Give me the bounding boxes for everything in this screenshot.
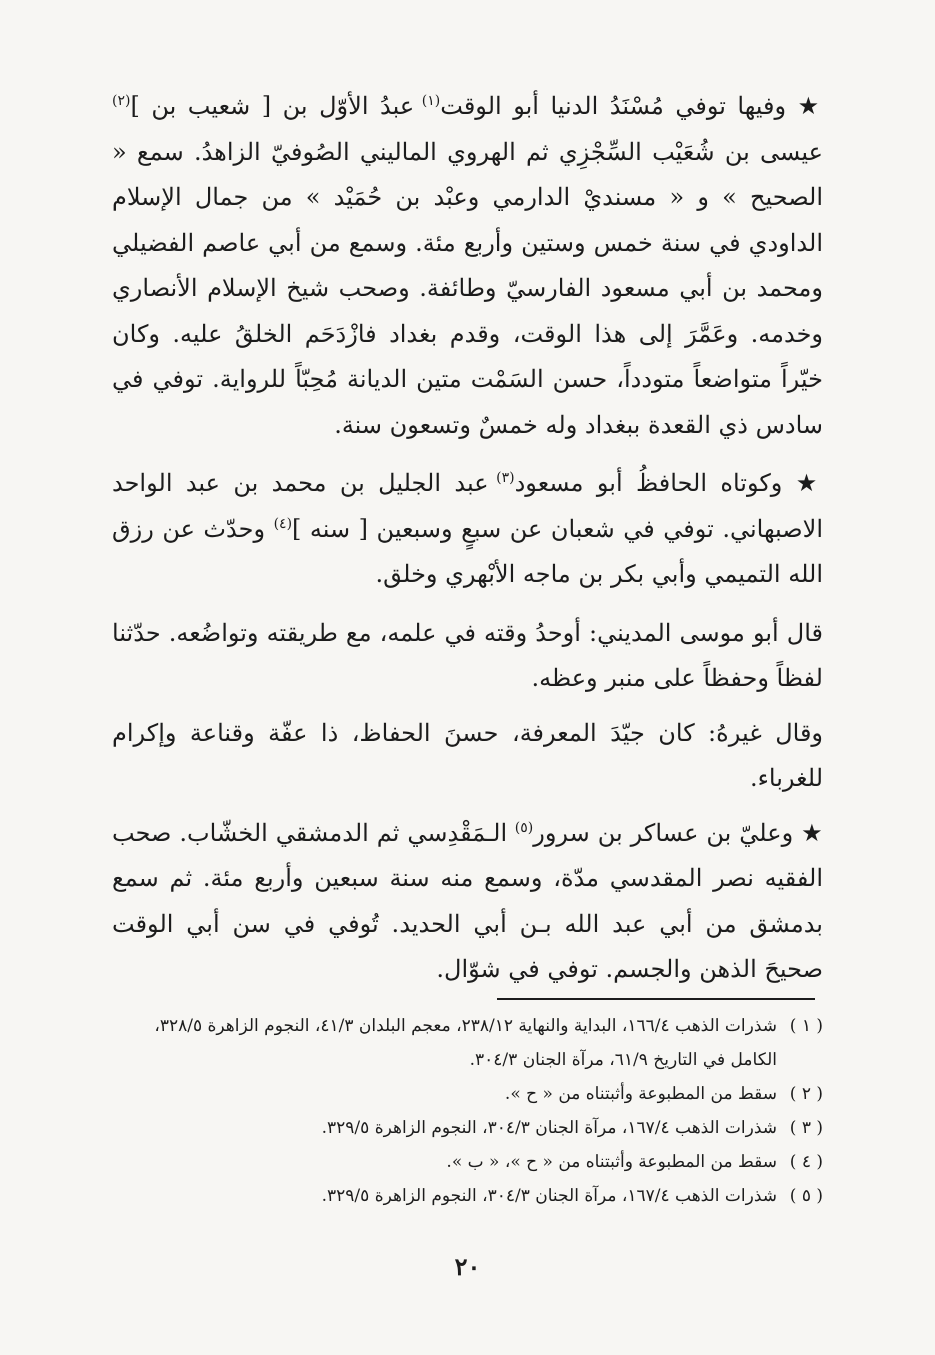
footnote-1 [112, 1009, 823, 1077]
footnote-ref-5: (٥) [514, 819, 534, 836]
footnote-number: ( ٥ ) [789, 1186, 823, 1206]
paragraph-abu-al-waqt [112, 84, 823, 448]
footnote-number: ( ٢ ) [789, 1084, 823, 1104]
footnote-ref-2: (٢) [112, 93, 131, 109]
footnote-ref-1: (١) [421, 93, 441, 109]
paragraph-qala-ghayruh [112, 711, 823, 802]
text-run: ★ وفيها توفي مُسْنَدُ الدنيا أبو الوقت [440, 92, 823, 120]
main-text [112, 84, 823, 1006]
text-run: عيسى بن شُعَيْب السِّجْزِي ثم الهروي الماليني الصُوفيّ الزاهدُ. سمع « الصحيح » و « مسنديْ الدارمي وعبْد بن حُمَيْد » من جمال الإسلام الداودي في سنة خمس وستين وأربع مئة. وسمع من أبي عاصم الفضيلي ومحمد بن أبي مسعود الفارسيّ وطائفة. وصحب شيخ الإسلام الأنصاري وخدمه. وعَمَّرَ إلى هذا الوقت، وقدم بغداد فازْدَحَم الخلقُ عليه. وكان خيّراً متواضعاً متودداً، حسن السَمْت متين الديانة مُحِبّاً للرواية. توفي في سادس ذي القعدة ببغداد وله خمسٌ وتسعون سنة. [112, 137, 823, 439]
footnote-ref-4: (٤) [273, 515, 293, 532]
text-run: ★ وكوتاه الحافظُ أبو مسعود [514, 469, 823, 497]
paragraph-ali-ibn-asakir [112, 811, 823, 993]
text-run: ★ وعليّ بن عساكر بن سرور [533, 818, 823, 847]
text-run: وقال غيرهُ: كان جيّدَ المعرفة، حسنَ الحفاظ، ذا عفّة وقناعة وإكرام للغرباء. [112, 718, 823, 792]
text-run: الـمَقْدِسي ثم الدمشقي الخشّاب. صحب الفقيه نصر المقدسي مدّة، وسمع منه سنة سبعين وأربع مئة. ثم سمع بدمشق من أبي عبد الله بـن أبي الحديد. تُوفي في سن أبي الوقت صحيحَ الذهن والجسم. توفي في شوّال. [112, 818, 823, 983]
footnotes [112, 1009, 823, 1213]
text-run: قال أبو موسى المديني: أوحدُ وقته في علمه، مع طريقته وتواضُعه. حدّثنا لفظاً وحفظاً على منبر وعظه. [112, 618, 823, 692]
footnote-number: ( ٤ ) [789, 1152, 823, 1172]
footnote-divider [497, 998, 815, 1000]
paragraph-kotah [112, 461, 823, 598]
footnote-text: سقط من المطبوعة وأثبتناه من « ح ». [504, 1084, 777, 1104]
footnote-5 [112, 1179, 823, 1213]
footnote-ref-3: (٣) [496, 470, 515, 486]
page-number: ٢٠ [454, 1252, 481, 1281]
footnote-text: شذرات الذهب ١٦٦/٤، البداية والنهاية ٢٣٨/١٢، معجم البلدان ٤١/٣، النجوم الزاهرة ٣٢٨/٥، الكامل في التاريخ ٦١/٩، مرآة الجنان ٣٠٤/٣. [154, 1016, 777, 1070]
footnote-4 [112, 1145, 823, 1179]
paragraph-abu-musa [112, 611, 823, 702]
footnote-number: ( ٣ ) [789, 1118, 823, 1138]
footnote-2 [112, 1077, 823, 1111]
footnote-3 [112, 1111, 823, 1145]
text-run: وحدّث عن رزق الله التميمي وأبي بكر بن ماجه الأبْهري وخلق. [112, 514, 823, 588]
footnote-number: ( ١ ) [789, 1016, 823, 1036]
footnote-text: شذرات الذهب ١٦٧/٤، مرآة الجنان ٣٠٤/٣، النجوم الزاهرة ٣٢٩/٥. [321, 1118, 777, 1138]
text-run: عبد الجليل بن محمد بن عبد الواحد الاصبهاني. توفي في شعبان عن سبعٍ وسبعين [ سنه ] [112, 469, 823, 543]
footnote-text: شذرات الذهب ١٦٧/٤، مرآة الجنان ٣٠٤/٣، النجوم الزاهرة ٣٢٩/٥. [321, 1186, 777, 1206]
footnote-text: سقط من المطبوعة وأثبتناه من « ح »، « ب ». [446, 1152, 777, 1172]
text-run: عبدُ الأوّل بن [ شعيب بن ] [130, 92, 422, 120]
